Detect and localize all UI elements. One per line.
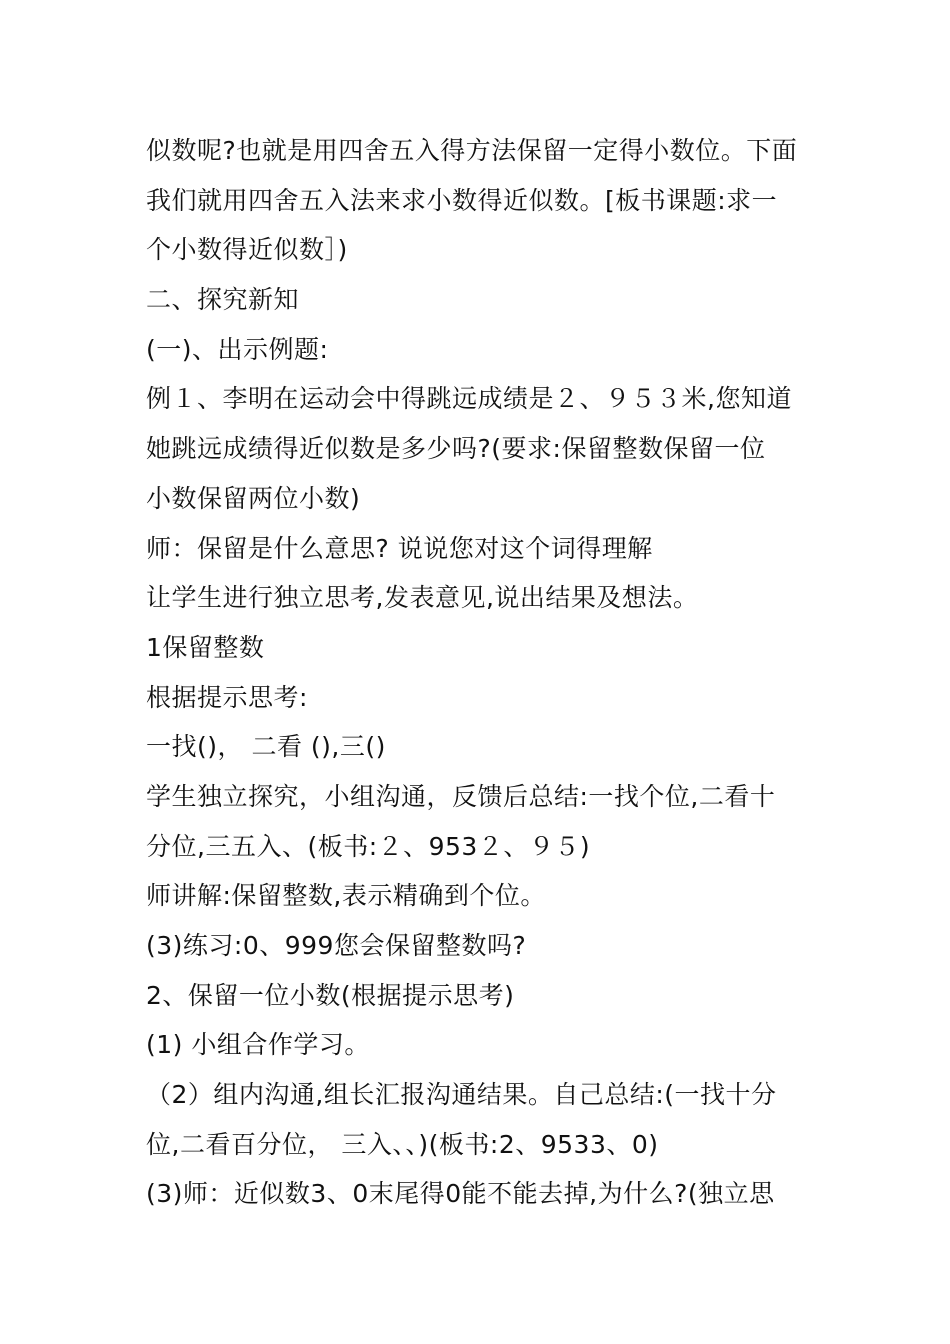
text-line: 小数保留两位小数): [146, 483, 361, 513]
text-line: 师：保留是什么意思? 说说您对这个词得理解: [146, 533, 653, 563]
text-line: 似数呢?也就是用四舍五入得方法保留一定得小数位。下面: [146, 136, 798, 165]
text-line: 让学生进行独立思考,发表意见,说出结果及想法。: [146, 583, 699, 613]
text-line: (3)师：近似数3、0末尾得0能不能去掉,为什么?(独立思: [146, 1179, 775, 1209]
text-line: 2、保留一位小数(根据提示思考): [146, 980, 515, 1010]
text-line: 师讲解:保留整数,表示精确到个位。: [146, 881, 546, 911]
text-line: (3)练习:0、999您会保留整数吗?: [146, 931, 527, 960]
text-line: 她跳远成绩得近似数是多少吗?(要求:保留整数保留一位: [146, 434, 766, 464]
text-line: 个小数得近似数］): [146, 235, 348, 265]
subsection-heading: (一)、出示例题:: [146, 334, 329, 364]
text-line: 1保留整数: [146, 632, 265, 662]
document-body: [146, 126, 806, 1219]
text-line: 学生独立探究，小组沟通，反馈后总结:一找个位,二看十: [146, 781, 776, 811]
text-line: 位,二看百分位， 三入、、)(板书:2、9533、0): [146, 1129, 659, 1159]
section-heading: 二、探究新知: [146, 285, 300, 315]
text-line: 我们就用四舍五入法来求小数得近似数。[板书课题:求一: [146, 185, 778, 215]
text-line: 例１、李明在运动会中得跳远成绩是２、９５３米,您知道: [146, 384, 792, 414]
text-line: 根据提示思考:: [146, 682, 308, 712]
text-line: （2）组内沟通,组长汇报沟通结果。自己总结:(一找十分: [146, 1080, 777, 1110]
text-line: (1) 小组合作学习。: [146, 1030, 370, 1060]
text-line: 一找()， 二看 (),三(): [146, 732, 386, 762]
text-line: 分位,三五入、(板书:２、953２、９５): [146, 831, 591, 861]
